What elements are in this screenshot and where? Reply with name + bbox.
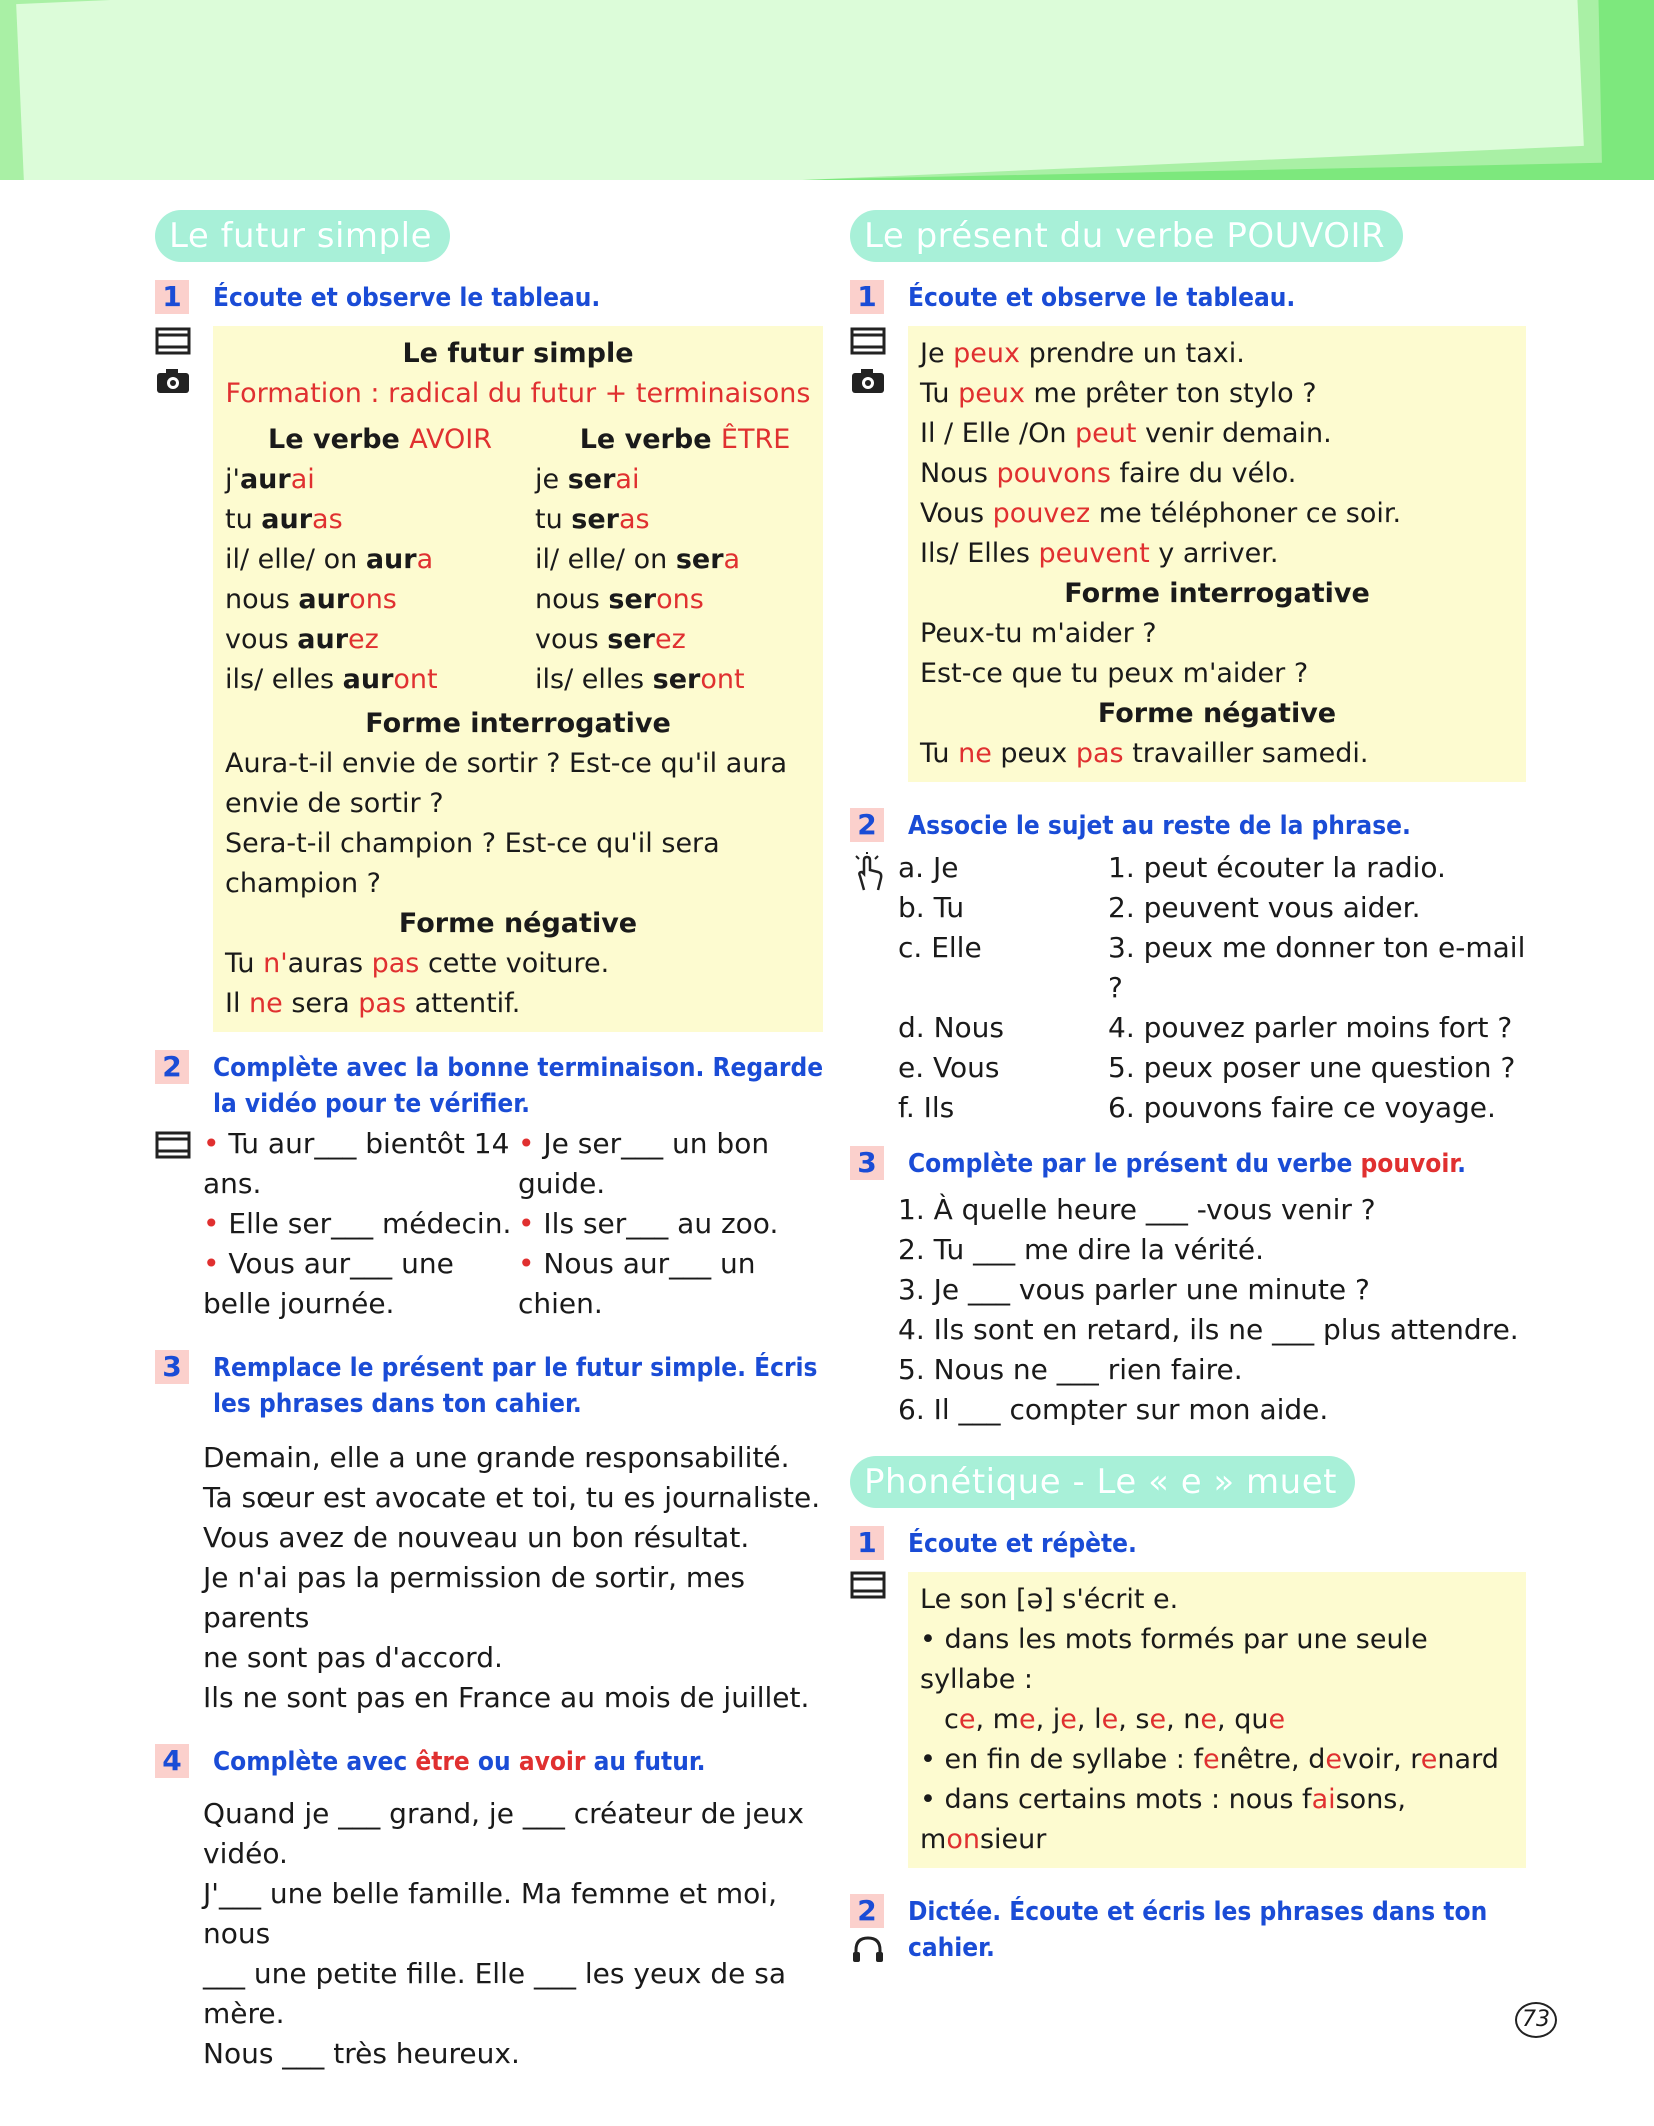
sentence-line: Ta sœur est avocate et toi, tu es journaliste. xyxy=(203,1481,821,1514)
interrog-line: champion ? xyxy=(225,868,381,899)
pouvoir-table xyxy=(908,326,1526,782)
ending-item: 1. peut écouter la radio. xyxy=(1108,851,1446,884)
neg-line: Il ne sera pas attentif. xyxy=(225,988,521,1019)
sentence-line: 4. Ils sont en retard, ils ne ___ plus attendre. xyxy=(898,1313,1519,1346)
ending-item: 2. peuvent vous aider. xyxy=(1108,891,1421,924)
highlight: e xyxy=(1325,1744,1342,1775)
ex4-lines xyxy=(203,1794,825,2074)
page-number: 73 xyxy=(1515,2002,1557,2038)
list-item: • Ils ser___ au zoo. xyxy=(518,1207,779,1240)
subject-item: e. Vous xyxy=(898,1051,1000,1084)
exercise-number: 2 xyxy=(850,808,884,842)
sentence-line: J'___ une belle famille. Ma femme et moi, nous xyxy=(203,1877,777,1950)
conjugation-row: vous serez xyxy=(535,624,686,655)
exercise-1 xyxy=(155,280,825,1032)
highlight: e xyxy=(1149,1704,1167,1735)
sentence-line: Vous avez de nouveau un bon résultat. xyxy=(203,1521,750,1554)
sentence-line: Quand je ___ grand, je ___ créateur de jeux vidéo. xyxy=(203,1797,805,1870)
exercise-number: 4 xyxy=(155,1744,189,1778)
video-icon[interactable] xyxy=(155,1130,191,1160)
highlight: e xyxy=(1420,1744,1438,1775)
sentence-line: Je n'ai pas la permission de sortir, mes parents xyxy=(203,1561,746,1634)
table-subtitle: Formation : radical du futur + terminaisons xyxy=(225,378,811,409)
video-icon[interactable] xyxy=(155,326,191,356)
exercise-number: 1 xyxy=(850,280,884,314)
exercise-number: 3 xyxy=(155,1350,189,1384)
conjugation-row: Ils/ Elles peuvent y arriver. xyxy=(920,538,1279,569)
interrog-line: Peux-tu m'aider ? xyxy=(920,618,1157,649)
instruction: Dictée. Écoute et écris les phrases dans ton cahier. xyxy=(908,1897,1488,1963)
etre-heading: Le verbe ÊTRE xyxy=(579,424,791,455)
headphones-icon[interactable] xyxy=(850,1934,886,1964)
list-item: • Elle ser___ médecin. xyxy=(203,1207,512,1240)
instruction: Complète avec être ou avoir au futur. xyxy=(213,1747,706,1777)
instruction: Écoute et répète. xyxy=(908,1529,1137,1559)
exercise-number: 2 xyxy=(155,1050,189,1084)
touch-icon[interactable] xyxy=(850,852,886,892)
phonetics-intro: Le son [ə] s'écrit e. xyxy=(920,1584,1179,1615)
neg-title: Forme négative xyxy=(1097,698,1337,729)
camera-icon[interactable] xyxy=(850,366,886,396)
sentence-line: Ils ne sont pas en France au mois de juillet. xyxy=(203,1681,810,1714)
neg-title: Forme négative xyxy=(398,908,638,939)
interrog-line: envie de sortir ? xyxy=(225,788,444,819)
sentence-line: Nous ___ très heureux. xyxy=(203,2037,520,2070)
highlight: e xyxy=(1202,1744,1220,1775)
list-item: • Tu aur___ bientôt 14 ans. xyxy=(203,1127,510,1200)
avoir-heading: Le verbe AVOIR xyxy=(268,424,492,455)
conjugation-row: Je peux prendre un taxi. xyxy=(920,338,1245,369)
list-item: • Vous aur___ une belle journée. xyxy=(203,1247,454,1320)
right-column xyxy=(850,210,1526,1966)
highlight: e xyxy=(1268,1704,1286,1735)
subject-item: a. Je xyxy=(898,851,959,884)
neg-line: Tu n'auras pas cette voiture. xyxy=(225,948,610,979)
highlight: e xyxy=(1018,1704,1036,1735)
list-item: • Nous aur___ un chien. xyxy=(518,1247,756,1320)
exercise-3 xyxy=(155,1350,825,1718)
exercise-2 xyxy=(155,1050,825,1324)
avoir-rows xyxy=(225,460,535,700)
sentence-line: 2. Tu ___ me dire la vérité. xyxy=(898,1233,1265,1266)
instruction: Écoute et observe le tableau. xyxy=(213,283,601,313)
conjugation-row: Tu peux me prêter ton stylo ? xyxy=(920,378,1317,409)
etre-column xyxy=(535,420,835,700)
interrog-title: Forme interrogative xyxy=(365,708,671,739)
ex3-lines xyxy=(203,1438,825,1718)
table-title: Le futur simple xyxy=(402,338,634,369)
sentence-line: Demain, elle a une grande responsabilité. xyxy=(203,1441,790,1474)
subject-item: d. Nous xyxy=(898,1011,1004,1044)
exercise-2 xyxy=(850,808,1526,1128)
conjugation-row: il/ elle/ on sera xyxy=(535,544,741,575)
conjugation-row: ils/ elles auront xyxy=(225,664,438,695)
interrog-line: Est-ce que tu peux m'aider ? xyxy=(920,658,1309,689)
conjugation-row: il/ elle/ on aura xyxy=(225,544,434,575)
sentence-line: 6. Il ___ compter sur mon aide. xyxy=(898,1393,1329,1426)
exercise-3 xyxy=(850,1146,1526,1430)
highlight: e xyxy=(958,1704,976,1735)
sentence-line: 3. Je ___ vous parler une minute ? xyxy=(898,1273,1370,1306)
video-icon[interactable] xyxy=(850,326,886,356)
ex2-items xyxy=(203,1124,825,1324)
conjugation-row: tu auras xyxy=(225,504,343,535)
conjugation-row: Il / Elle /On peut venir demain. xyxy=(920,418,1332,449)
interrog-title: Forme interrogative xyxy=(1064,578,1370,609)
highlight: on xyxy=(946,1824,980,1855)
instruction: Associe le sujet au reste de la phrase. xyxy=(908,811,1411,841)
exercise-number: 3 xyxy=(850,1146,884,1180)
phonetics-words: ce, me, je, le, se, ne, que xyxy=(944,1704,1286,1735)
highlight: e xyxy=(1101,1704,1119,1735)
header-banner xyxy=(0,0,1654,180)
futur-table xyxy=(213,326,823,1032)
instruction: Complète par le présent du verbe pouvoir. xyxy=(908,1149,1467,1179)
conjugation-row: je serai xyxy=(535,464,640,495)
phonetics-box xyxy=(908,1572,1526,1868)
association-grid xyxy=(898,848,1526,1128)
phonetics-exercise-2 xyxy=(850,1894,1526,1966)
highlight: e xyxy=(1200,1704,1218,1735)
sentence-line: 5. Nous ne ___ rien faire. xyxy=(898,1353,1243,1386)
interrog-line: Sera-t-il champion ? Est-ce qu'il sera xyxy=(225,828,720,859)
exercise-number: 2 xyxy=(850,1894,884,1928)
phonetics-bullet: • en fin de syllabe : fenêtre, devoir, renard xyxy=(920,1744,1499,1775)
phonetics-exercise-1 xyxy=(850,1526,1526,1868)
exercise-number: 1 xyxy=(155,280,189,314)
exercise-4 xyxy=(155,1744,825,2074)
sentence-line: ___ une petite fille. Elle ___ les yeux de sa mère. xyxy=(203,1957,787,2030)
highlight: ai xyxy=(1311,1784,1336,1815)
conjugation-row: nous aurons xyxy=(225,584,397,615)
conjugation-row: nous serons xyxy=(535,584,704,615)
avoir-column xyxy=(225,420,535,700)
conjugation-row: Vous pouvez me téléphoner ce soir. xyxy=(920,498,1402,529)
ex2-left xyxy=(203,1124,518,1324)
subject-item: f. Ils xyxy=(898,1091,955,1124)
ex3-lines xyxy=(898,1190,1526,1430)
phonetics-bullet: • dans certains mots : nous faisons, monsieur xyxy=(920,1784,1406,1855)
etre-rows xyxy=(535,460,835,700)
ending-item: 6. pouvons faire ce voyage. xyxy=(1108,1091,1496,1124)
ex2-right xyxy=(518,1124,818,1324)
subject-item: b. Tu xyxy=(898,891,965,924)
sentence-line: ne sont pas d'accord. xyxy=(203,1641,503,1674)
sentence-line: 1. À quelle heure ___ -vous venir ? xyxy=(898,1193,1376,1226)
ending-item: 4. pouvez parler moins fort ? xyxy=(1108,1011,1513,1044)
conjugation-grid xyxy=(225,420,811,700)
exercise-number: 1 xyxy=(850,1526,884,1560)
conjugation-row: j'aurai xyxy=(225,464,315,495)
conjugation-row: vous aurez xyxy=(225,624,379,655)
pouvoir-lines xyxy=(920,334,1514,574)
phonetics-bullet: • dans les mots formés par une seule syllabe : xyxy=(920,1624,1428,1695)
neg-line: Tu ne peux pas travailler samedi. xyxy=(920,738,1369,769)
ending-item: 3. peux me donner ton e-mail ? xyxy=(1108,931,1526,1004)
highlight: e xyxy=(1060,1704,1077,1735)
left-column xyxy=(155,210,825,2074)
video-icon[interactable] xyxy=(850,1570,886,1600)
conjugation-row: Nous pouvons faire du vélo. xyxy=(920,458,1297,489)
instruction: Remplace le présent par le futur simple. Écris les phrases dans ton cahier. xyxy=(213,1353,818,1419)
camera-icon[interactable] xyxy=(155,366,191,396)
instruction: Complète avec la bonne terminaison. Regarde la vidéo pour te vérifier. xyxy=(213,1053,824,1119)
section-title-pouvoir: Le présent du verbe POUVOIR xyxy=(850,210,1403,262)
ending-item: 5. peux poser une question ? xyxy=(1108,1051,1516,1084)
exercise-1 xyxy=(850,280,1526,782)
interrog-line: Aura-t-il envie de sortir ? Est-ce qu'il aura xyxy=(225,748,788,779)
instruction: Écoute et observe le tableau. xyxy=(908,283,1296,313)
conjugation-row: tu seras xyxy=(535,504,650,535)
list-item: • Je ser___ un bon guide. xyxy=(518,1127,770,1200)
section-title-futur: Le futur simple xyxy=(155,210,450,262)
conjugation-row: ils/ elles seront xyxy=(535,664,745,695)
section-title-phonetique: Phonétique - Le « e » muet xyxy=(850,1456,1355,1508)
subject-item: c. Elle xyxy=(898,931,982,964)
